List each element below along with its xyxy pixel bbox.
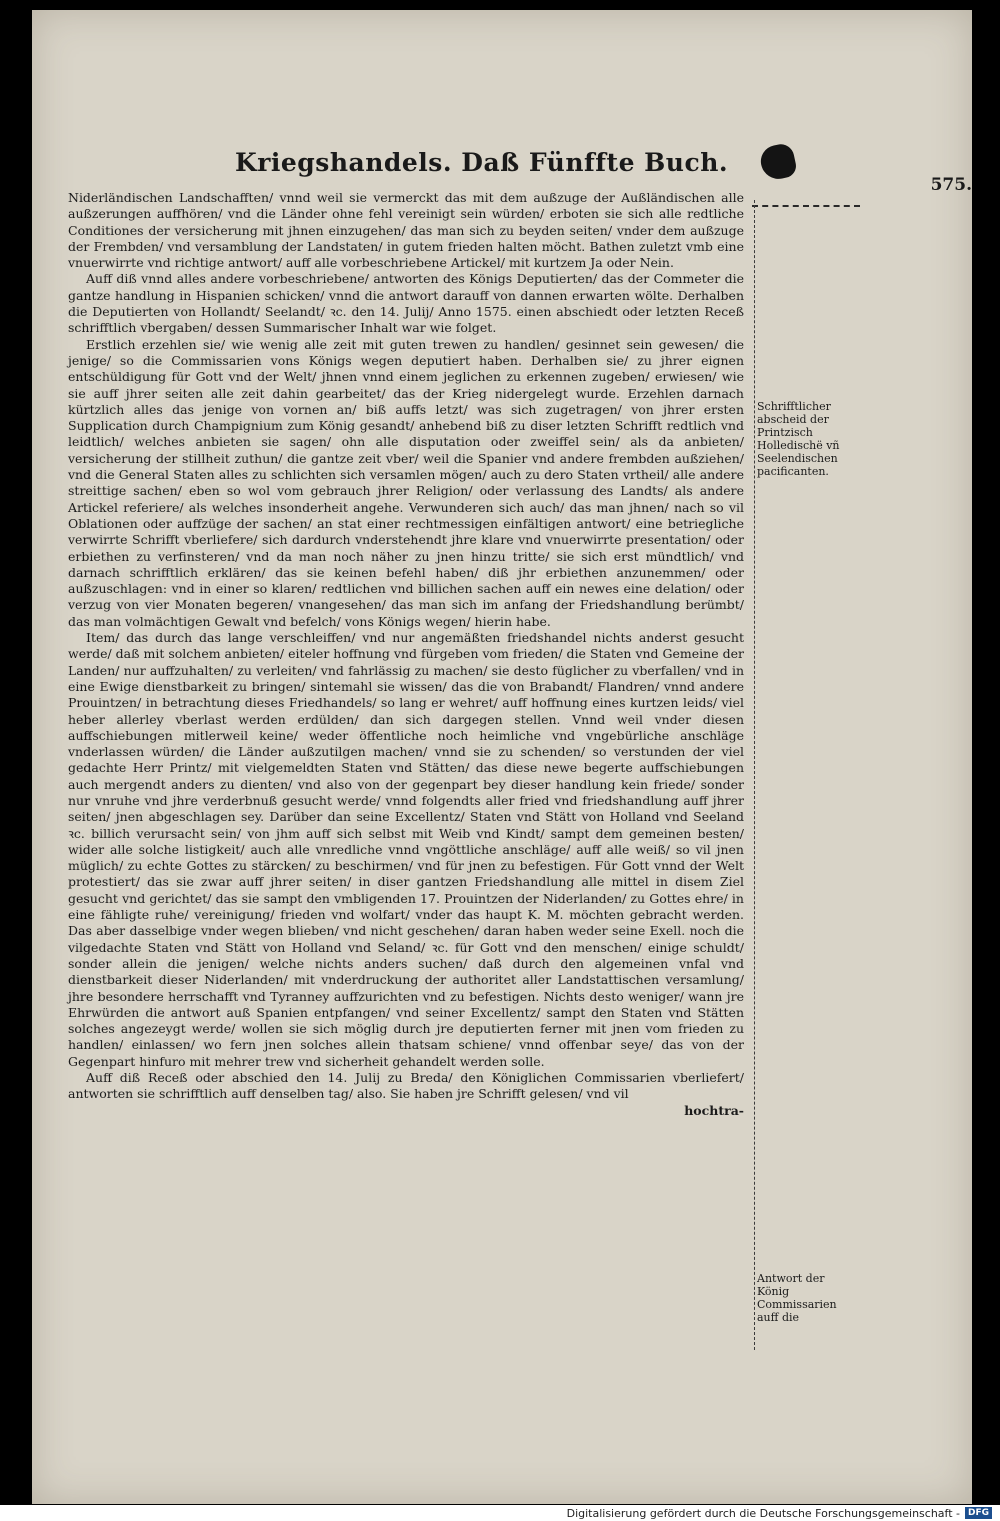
paragraph: Erstlich erzehlen sie/ wie wenig alle zeit mit guten trewen zu handlen/ gesinnet sein gewesen/ die jenige/ so die Commissarien vons Königs wegen deputiert haben. Derhalben sie/ zu jhrer eignen entschüldigung für Gott vnd der Welt/ jhnen vnnd einem jeglichen zu erkennen zugeben/ erwiesen/ wie sie auff jhrer seiten alle zeit dahin gearbeitet/ das der Krieg nidergelegt wurde. Erzehlen darnach kürtzlich alles das jenige von vornen an/ biß auffs letzt/ was sich zugetragen/ von jhrer ersten Supplication durch Champignium zum König gesandt/ anhebend biß zu diser letzten Schrifft redtlich vnd leidtlich/ welches anbieten sie sagen/ ohn alle disputation oder zweiffel sein/ als da anbieten/ versicherung der stillheit zuthun/ die gantze zeit vber/ weil die Spanier vnd andere frembden außziehen/ vnd die General Staten alles zu schlichten sich versamlen mögen/ auch zu dero Staten vrtheil/ alle andere streittige sachen/ eben so wol vom gebrauch jhrer Religion/ oder verlassung des Landts/ als andere Artickel referiere/ als welches insonderheit angehe. Verwunderen sich auch/ das man jhnen/ nach so vil Oblationen oder auffzüge der sachen/ an stat einer rechtmessigen einfältigen antwort/ eine betriegliche verwirrte Schrifft vberliefere/ sich dardurch vnderstehendt jhre klare vnd vnuerwirrte presentation/ oder erbiethen zu verfinsteren/ vnd da man noch näher zu jnen hinzu tritte/ sie sich erst mündtlich/ vnd darnach schrifftlich erklären/ das sie keinen befehl haben/ diß jhr erbiethen anzunemmen/ oder außzuschlagen: vnd in einer so klaren/ redtlichen vnd billichen sachen auff ein newes eine delation/ oder verzug von vier Monaten begeren/ vnangesehen/ das man sich im anfang der Friedshandlung berümbt/ das man volmächtigen Gewalt vnd befelch/ vons Königs wegen/ hierin habe. bbox=[68, 336, 744, 629]
marginal-note: Schrifftlicher abscheid der Printzisch Holledischë vñ Seelendischen pacificanten. bbox=[757, 400, 840, 478]
body-text bbox=[68, 190, 744, 1119]
paragraph: Auff diß Receß oder abschied den 14. Julij zu Breda/ den Königlichen Commissarien vberliefert/ antworten sie schrifftlich auff denselben tag/ also. Sie haben jre Schrifft gelesen/ vnd vil bbox=[68, 1070, 744, 1102]
paragraph: Auff diß vnnd alles andere vorbeschriebene/ antworten des Königs Deputierten/ das der Commeter die gantze handlung in Hispanien schicken/ vnnd die antwort darauff von dannen erwarten wölte. Derhalben die Deputierten von Hollandt/ Seelandt/ ꝛc. den 14. Julij/ Anno 1575. einen abschiedt oder letzten Receß schrifftlich vbergaben/ dessen Summarischer Inhalt war wie folget. bbox=[68, 271, 744, 336]
paragraph: Item/ das durch das lange verschleiffen/ vnd nur angemäßten friedshandel nichts anderst gesucht werde/ daß mit solchem anbieten/ eiteler hoffnung vnd fürgeben vom frieden/ die Staten vnd Gemeine der Landen/ nur auffzuhalten/ zu verleiten/ vnd fahrlässig zu machen/ sie desto füglicher zu vberfallen/ vnd in eine Ewige dienstbarkeit zu bringen/ sintemahl sie wissen/ das die von Brabandt/ Flandren/ vnnd andere Prouintzen/ in betrachtung dieses Friedhandels/ so lang er wehret/ auff hoffnung eines kurtzen leids/ viel heber allerley vberlast werden erdülden/ dan sich dargegen stellen. Vnnd weil vnder diesen auffschiebungen mitlerweil keine/ weder öffentliche noch heimliche vnd vngebürliche anschläge vnderlassen würden/ die Länder außzutilgen machen/ vnnd sie zu schenden/ so verstunden der viel gedachte Herr Printz/ mit vielgemeldten Staten vnd Stätten/ das diese newe begerte auffschiebungen auch mergendt anders zu dienten/ vnd also von der gegenpart bey dieser handlung kein friede/ sonder nur vnruhe vnd jhre verderbnuß gesucht werde/ vnnd folgendts aller fried vnd friedshandlung auff jhrer seiten/ jnen abgeschlagen sey. Darüber dan seine Excellentz/ Staten vnd Stätt von Holland vnd Seeland ꝛc. billich verursacht sein/ von jhm auff sich selbst mit Weib vnd Kindt/ sampt dem gemeinen besten/ wider alle solche listigkeit/ auch alle vnredliche vnnd vngöttliche anschläge/ auff alle weiß/ so vil jnen müglich/ zu echte Gottes zu stärcken/ zu beschirmen/ vnd für jnen zu befestigen. Für Gott vnnd der Welt protestiert/ das sie zwar auff jhrer seiten/ in diser gantzen Friedshandlung alle mittel in disem Ziel gesucht vnd gerichtet/ das sie sampt den vmbligenden 17. Prouintzen der Niderlanden/ zu Gottes ehre/ in eine fähligte ruhe/ vereinigung/ frieden vnd wolfart/ vnder das haupt K. M. möchten gebracht werden. Das aber dasselbige vnder wegen blieben/ vnd nicht geschehen/ daran haben weder seine Exell. noch die vilgedachte Staten vnd Stätt von Holland vnd Seland/ ꝛc. für Gott vnd den menschen/ einige schuldt/ sonder allein die jenigen/ welche nichts anders suchen/ daß durch den algemeinen vnfal vnd dienstbarkeit dieser Niderlanden/ mit vnderdruckung der authoritet aller Landstattischen versamlung/ jhre besondere herrschafft vnd Tyranney auffzurichten vnd zu befestigen. Nichts desto weniger/ wann jre Ehrwürden die antwort auß Spanien entpfangen/ vnd seiner Excellentz/ sampt den Staten vnd Stätten solches angezeygt werde/ wollen sie sich möglig durch jre deputierten ferner mit jnen vom frieden zu handlen/ einlassen/ wo fern jnen solches allein thatsam schiene/ vnnd offenbar seye/ das von der Gegenpart hinfuro mit mehrer trew vnd sicherheit gehandelt werden solle. bbox=[68, 630, 744, 1069]
catchword: hochtra- bbox=[684, 1102, 744, 1118]
marginal-note: Antwort der König Commissarien auff die bbox=[757, 1272, 837, 1324]
ornament-icon bbox=[758, 142, 798, 182]
page-number: 575. bbox=[930, 175, 972, 195]
book-page bbox=[32, 10, 972, 1504]
running-title: Kriegshandels. Daß Fünffte Buch. bbox=[235, 147, 729, 177]
dfg-logo: DFG bbox=[965, 1507, 992, 1519]
footer-credit: Digitalisierung gefördert durch die Deutsche Forschungsgemeinschaft - bbox=[566, 1506, 960, 1520]
header-rule bbox=[752, 205, 860, 207]
digitization-footer bbox=[0, 1505, 1000, 1521]
margin-divider bbox=[754, 200, 755, 1350]
paragraph: Niderländischen Landschafften/ vnnd weil sie vermerckt das mit dem außzuge der Außländischen alle außzerungen auffhören/ vnd die Länder ohne fehl vereinigt sein würden/ erboten sie sich alle redtliche Conditiones der versicherung mit jhnen einzugehen/ das man sich zu beyden seiten/ vnder dem außzuge der Frembden/ vnd versamblung der Landstaten/ in gutem frieden halten möcht. Bathen zuletzt vmb eine vnuerwirrte vnd richtige antwort/ auff alle vorbeschriebene Artickel/ mit kurtzem Ja oder Nein. bbox=[68, 190, 744, 271]
page-header bbox=[235, 145, 795, 179]
